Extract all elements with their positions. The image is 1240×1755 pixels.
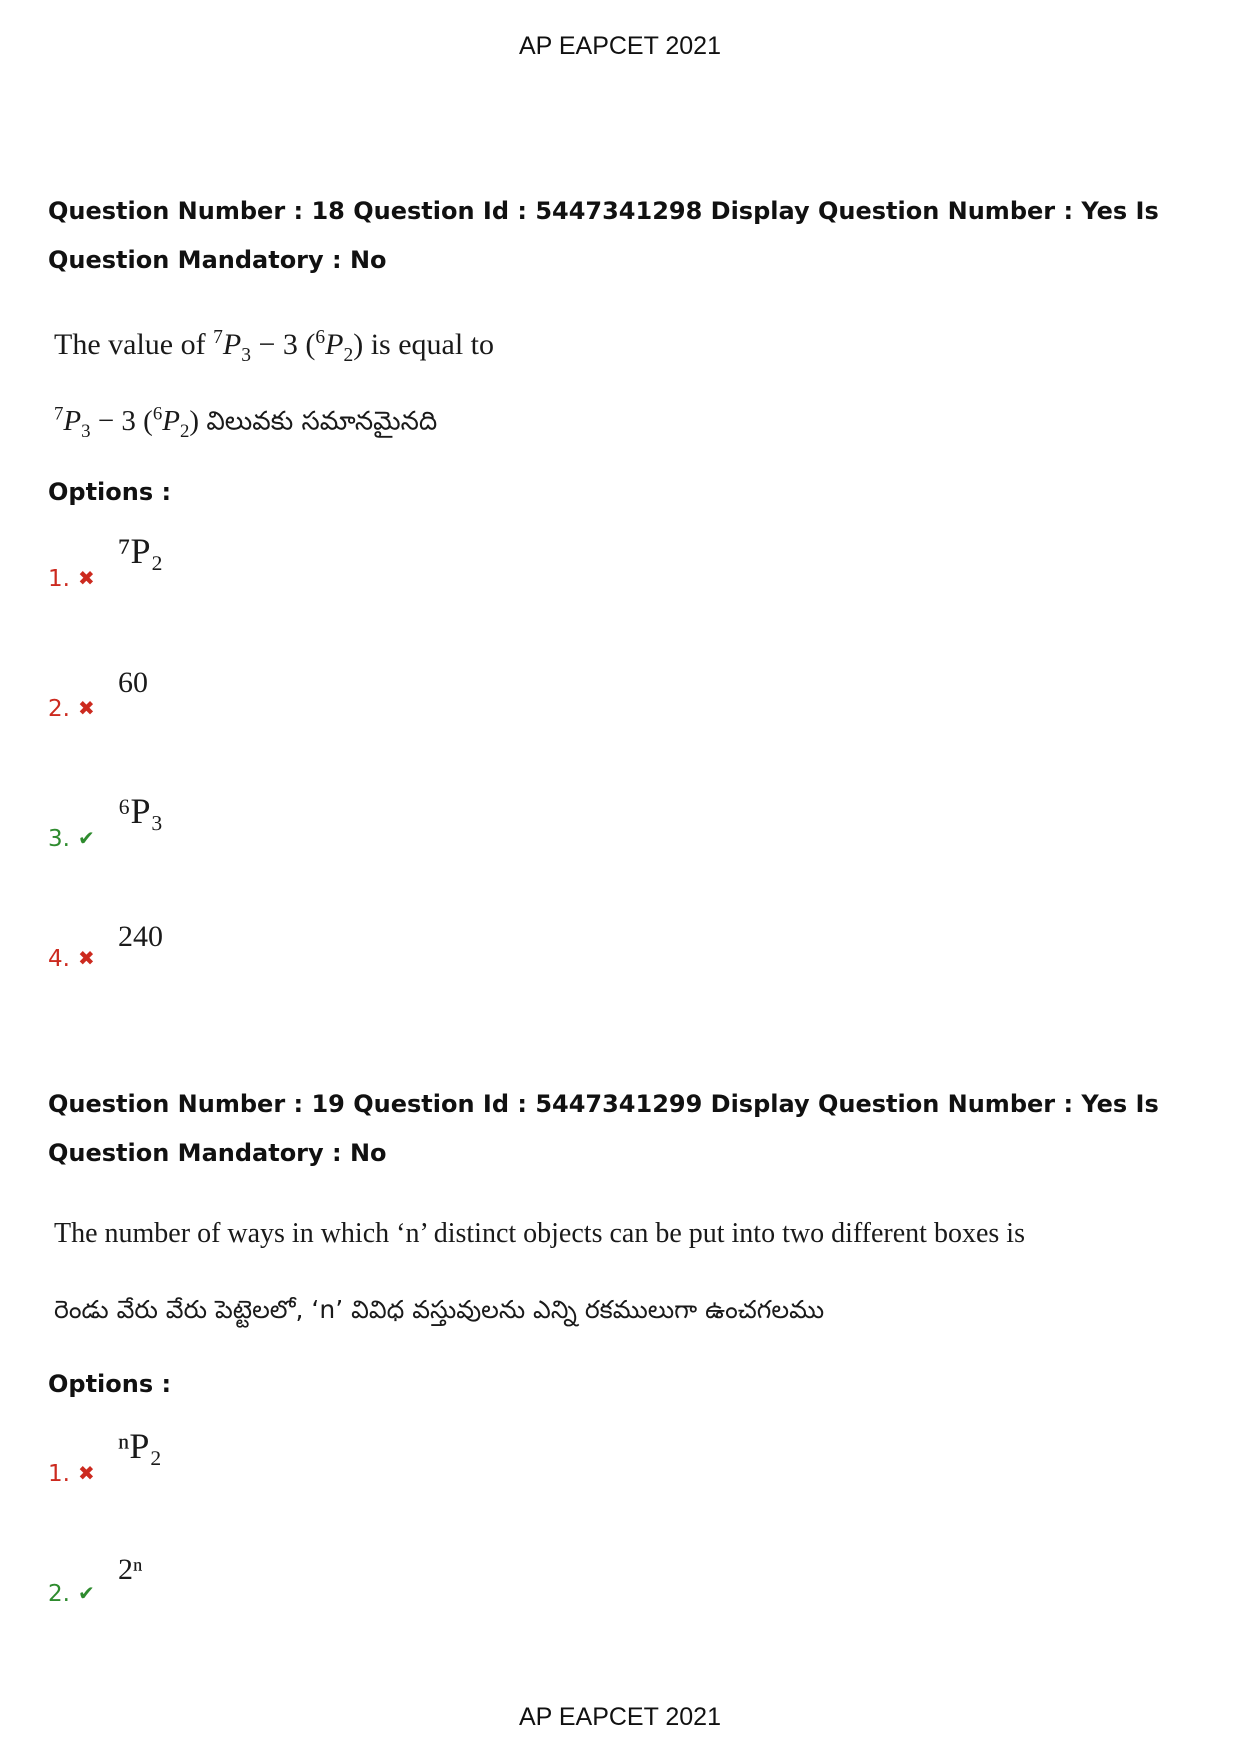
option-number: 4.	[48, 946, 70, 972]
cross-icon: ✖	[78, 696, 95, 720]
option-number: 3.	[48, 826, 70, 852]
question-18-text-en-prefix: The value of	[54, 328, 214, 361]
question-18-formula-te: $^7P_3 - 3$ $(^6P_2)$	[54, 403, 200, 442]
question-19-option-2	[48, 1545, 648, 1615]
cross-icon: ✖	[78, 946, 95, 970]
page-header: AP EAPCET 2021	[519, 32, 721, 60]
option-value: 240	[118, 920, 163, 953]
question-18-options-label: Options :	[48, 478, 172, 506]
question-18-text-en	[54, 327, 494, 367]
question-19-option-1	[48, 1425, 648, 1495]
option-value: ⁿP₂	[118, 1426, 162, 1466]
option-value: ⁷P₂	[118, 531, 164, 571]
option-value: ⁶P₃	[118, 791, 164, 831]
page-footer: AP EAPCET 2021	[519, 1703, 721, 1731]
question-18-text-te-suffix: విలువకు సమానమైనది	[206, 406, 438, 437]
question-18-formula: $^7P_3 - 3$ $(^6P_2)$	[213, 327, 364, 366]
question-18-text-en-suffix: is equal to	[363, 328, 494, 361]
option-number: 1.	[48, 566, 70, 592]
question-18-option-1	[48, 530, 648, 600]
cross-icon: ✖	[78, 1461, 95, 1485]
question-19-text-te: రెండు వేరు వేరు పెట్టెలలో, ‘n’ వివిధ వస్తువులను ఎన్ని రకములుగా ఉంచగలము	[54, 1295, 825, 1324]
check-icon: ✔	[78, 826, 95, 850]
question-18-option-3	[48, 790, 648, 860]
question-19-text-en: The number of ways in which ‘n’ distinct objects can be put into two different boxes is	[54, 1218, 1025, 1249]
question-18-option-2	[48, 660, 648, 730]
option-number: 2.	[48, 696, 70, 722]
option-number: 2.	[48, 1581, 70, 1607]
option-number: 1.	[48, 1461, 70, 1487]
check-icon: ✔	[78, 1581, 95, 1605]
question-18-meta: Question Number : 18 Question Id : 5447341298 Display Question Number : Yes Is Question Mandatory : No	[48, 197, 1159, 274]
question-19-options-label: Options :	[48, 1370, 172, 1398]
question-19-meta: Question Number : 19 Question Id : 5447341299 Display Question Number : Yes Is Question Mandatory : No	[48, 1090, 1159, 1167]
option-value: 2ⁿ	[118, 1553, 143, 1586]
option-value: 60	[118, 666, 148, 699]
question-18-text-te	[54, 403, 437, 443]
question-18-option-4	[48, 910, 648, 980]
cross-icon: ✖	[78, 566, 95, 590]
